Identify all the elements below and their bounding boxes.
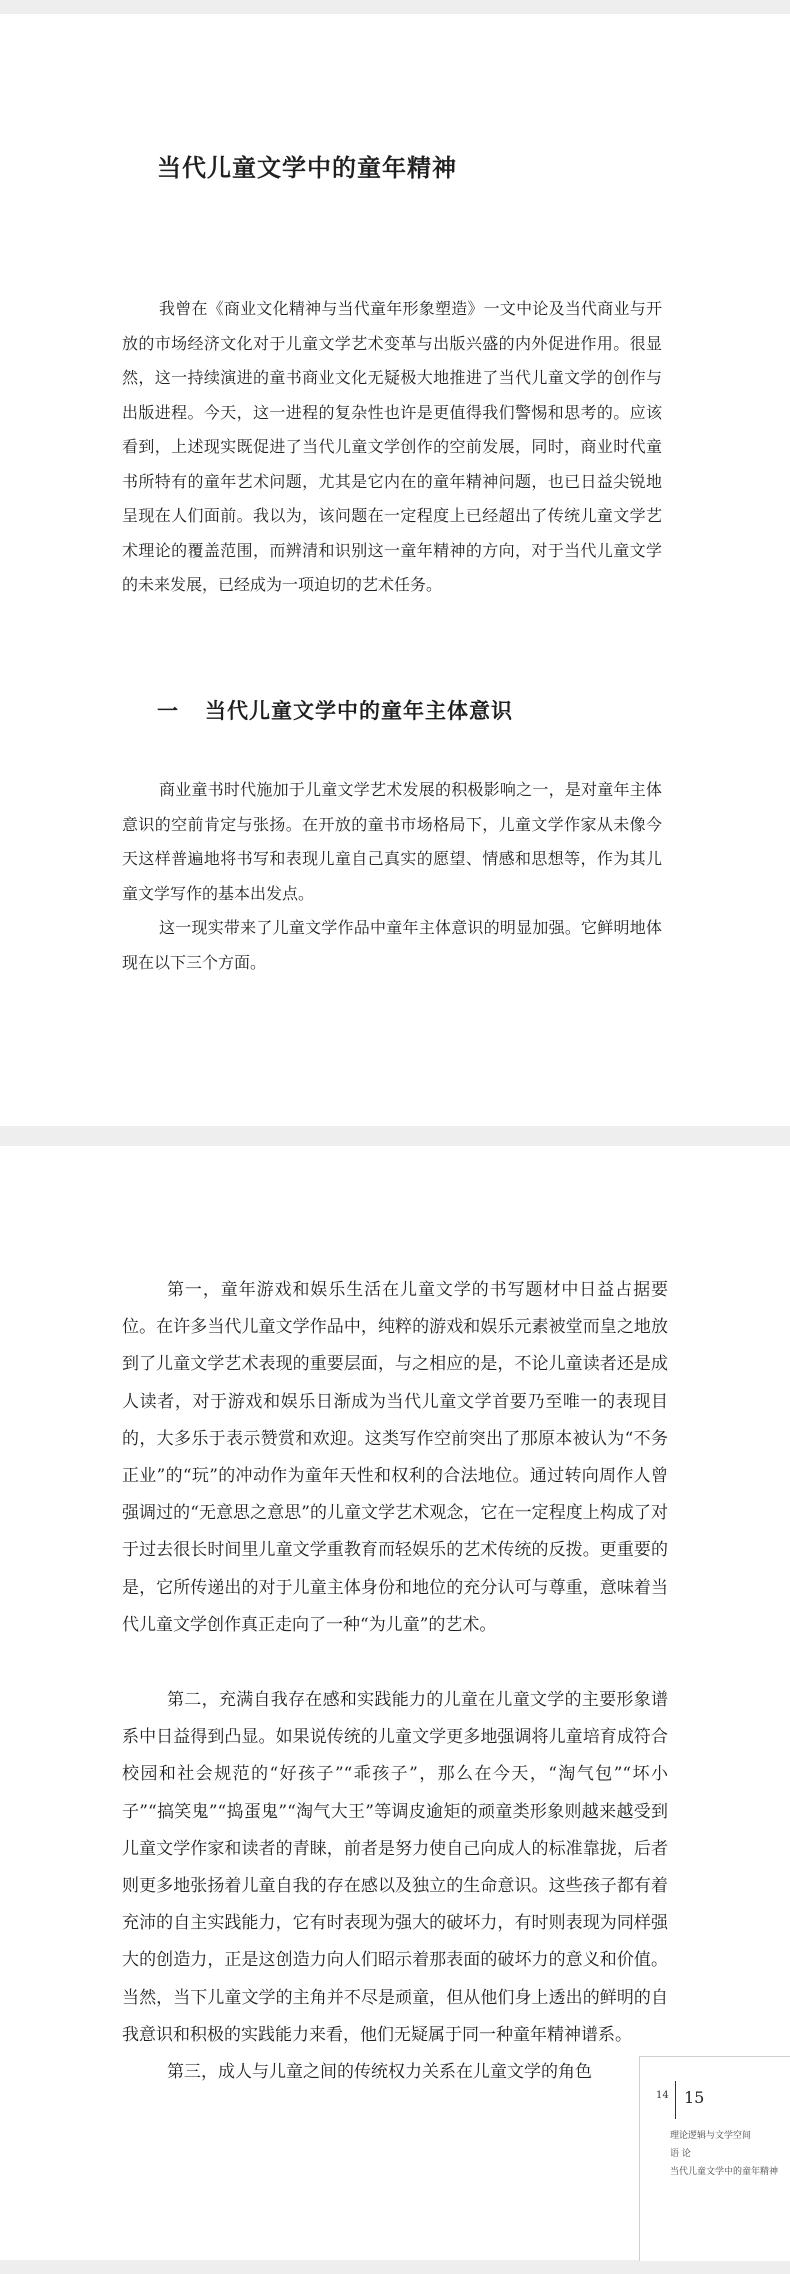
section-heading (157, 695, 513, 725)
body-paragraph: 这一现实带来了儿童文学作品中童年主体意识的明显加强。它鲜明地体现在以下三个方面。 (122, 918, 662, 972)
intro-paragraph: 我曾在《商业文化精神与当代童年形象塑造》一文中论及当代商业与开放的市场经济文化对于儿童文学艺术变革与出版兴盛的内外促进作用。很显然，这一持续演进的童书商业文化无疑极大地推进了当代儿童文学的创作与出版进程。今天，这一进程的复杂性也许是更值得我们警惕和思考的。应该看到，上述现实既促进了当代儿童文学创作的空前发展，同时，商业时代童书所特有的童年艺术问题，尤其是它内在的童年精神问题，也已日益尖锐地呈现在人们面前。我以为，该问题在一定程度上已经超出了传统儿童文学艺术理论的覆盖范围，而辨清和识别这一童年精神的方向，对于当代儿童文学的未来发展，已经成为一项迫切的艺术任务。 (122, 299, 662, 594)
page-one (0, 14, 790, 1126)
body-paragraph: 第三，成人与儿童之间的传统权力关系在儿童文学的角色 (167, 2062, 592, 2082)
article-title: 当代儿童文学中的童年精神 (157, 153, 457, 182)
body-paragraph: 第一，童年游戏和娱乐生活在儿童文学的书写题材中日益占据要位。在许多当代儿童文学作品中，纯粹的游戏和娱乐元素被堂而皇之地放到了儿童文学艺术表现的重要层面，与之相应的是，不论儿童读者还是成人读者，对于游戏和娱乐日渐成为当代儿童文学首要乃至唯一的表现目的，大多乐于表示赞赏和欢迎。这类写作空前突出了那原本被认为“不务正业”的“玩”的冲动作为童年天性和权利的合法地位。通过转向周作人曾强调过的“无意思之意思”的儿童文学艺术观念，它在一定程度上构成了对于过去很长时间里儿童文学重教育而轻娱乐的艺术传统的反拨。更重要的是，它所传递出的对于儿童主体身份和地位的充分认可与尊重，意味着当代儿童文学创作真正走向了一种“为儿童”的艺术。 (122, 1280, 668, 1635)
page-number-left: 14 (656, 2090, 669, 2101)
section-number: 一 (157, 698, 179, 723)
page-number-divider (675, 2081, 676, 2119)
body-paragraph: 第二，充满自我存在感和实践能力的儿童在儿童文学的主要形象谱系中日益得到凸显。如果说传统的儿童文学更多地强调将儿童培育成符合校园和社会规范的“好孩子”“乖孩子”，那么在今天，“淘气包”“坏小子”“搞笑鬼”“捣蛋鬼”“淘气大王”等调皮逾矩的顽童类形象则越来越受到儿童文学作家和读者的青睐，前者是努力使自己向成人的标准靠拢，后者则更多地张扬着儿童自我的存在感以及独立的生命意识。这些孩子都有着充沛的自主实践能力，它有时表现为强大的破坏力，有时则表现为同样强大的创造力，正是这创造力向人们昭示着那表面的破坏力的意义和价值。当然，当下儿童文学的主角并不尽是顽童，但从他们身上透出的鲜明的自我意识和积极的实践能力来看，他们无疑属于同一种童年精神谱系。 (122, 1690, 668, 2045)
running-footer (670, 2127, 782, 2181)
page-footer (639, 2056, 790, 2261)
footer-part-title: 语 论 (670, 2149, 691, 2159)
footer-book-title: 理论逻辑与文学空间 (670, 2131, 752, 2141)
page-number-right: 15 (684, 2088, 705, 2107)
page-two (0, 1146, 790, 2260)
body-paragraph: 商业童书时代施加于儿童文学艺术发展的积极影响之一，是对童年主体意识的空前肯定与张扬。在开放的童书市场格局下，儿童文学作家从未像今天这样普遍地将书写和表现儿童自己真实的愿望、情感和思想等，作为其儿童文学写作的基本出发点。 (122, 780, 662, 903)
footer-chapter-title: 当代儿童文学中的童年精神 (670, 2167, 779, 2177)
section-title: 当代儿童文学中的童年主体意识 (205, 698, 513, 723)
